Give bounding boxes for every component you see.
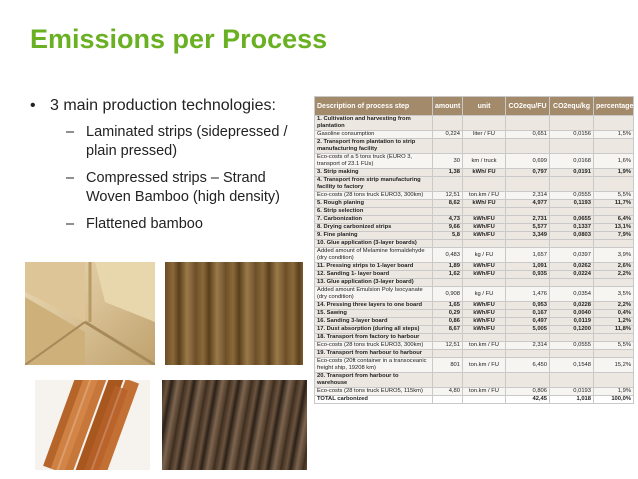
table-cell: 0,0555	[550, 342, 594, 350]
table-cell: 9. Fine planing	[315, 232, 433, 240]
table-cell	[550, 116, 594, 131]
table-cell: 0,29	[433, 310, 463, 318]
table-cell	[506, 208, 550, 216]
table-row	[315, 224, 634, 232]
table-cell: Added amount Emulsion Poly Isocyanate (dry condition)	[315, 287, 433, 302]
table-cell	[433, 240, 463, 248]
table-cell: 0,167	[506, 310, 550, 318]
col-header: amount	[433, 97, 463, 116]
table-cell: 5,5%	[594, 342, 634, 350]
table-cell: Eco-costs (28 tons truck EURO3, 300km)	[315, 342, 433, 350]
table-cell: 0,0168	[550, 154, 594, 169]
table-cell	[433, 350, 463, 358]
page-title: Emissions per Process	[30, 24, 328, 54]
table-cell	[433, 279, 463, 287]
table-cell: 0,497	[506, 318, 550, 326]
table-cell	[550, 208, 594, 216]
table-cell: 0,4%	[594, 310, 634, 318]
table-cell: 0,0119	[550, 318, 594, 326]
table-cell: 14. Pressing three layers to one board	[315, 302, 433, 310]
table-cell	[463, 396, 506, 404]
table-cell: 1,9%	[594, 388, 634, 396]
table-cell	[594, 240, 634, 248]
table-cell: 0,0555	[550, 192, 594, 200]
table-cell	[506, 279, 550, 287]
table-cell: kWh/ FU	[463, 200, 506, 208]
table-cell: 2,314	[506, 192, 550, 200]
table-cell	[463, 116, 506, 131]
table-cell: 2,2%	[594, 302, 634, 310]
bamboo-sticks-photo	[35, 380, 150, 470]
table-cell: 0,0655	[550, 216, 594, 224]
table-cell	[594, 116, 634, 131]
table-cell: 0,0040	[550, 310, 594, 318]
table-cell: 0,0156	[550, 131, 594, 139]
table-cell	[463, 334, 506, 342]
table-cell: 0,0224	[550, 271, 594, 279]
decking-boards-photo	[162, 380, 307, 470]
table-cell: 0,1193	[550, 200, 594, 208]
table-cell: 42,45	[506, 396, 550, 404]
table-row	[315, 302, 634, 310]
table-cell: 0,86	[433, 318, 463, 326]
table-cell: Eco-costs (28 tons truck EURO5, 115km)	[315, 388, 433, 396]
table-cell: 15. Sawing	[315, 310, 433, 318]
bullet-list	[30, 97, 310, 234]
table-cell	[594, 334, 634, 342]
table-cell: 30	[433, 154, 463, 169]
table-row	[315, 287, 634, 302]
table-cell	[433, 396, 463, 404]
table-cell: kWh/FU	[463, 232, 506, 240]
table-cell: 5,8	[433, 232, 463, 240]
table-cell: 100,0%	[594, 396, 634, 404]
sub-bullet: – Compressed strips – Strand Woven Bamboo (high density)	[66, 169, 310, 207]
table-row	[315, 396, 634, 404]
table-cell: 5,005	[506, 326, 550, 334]
table-cell: kWh/FU	[463, 263, 506, 271]
table-cell: 5. Rough planing	[315, 200, 433, 208]
sub-bullet: – Flattened bamboo	[66, 216, 203, 232]
table-cell: 0,699	[506, 154, 550, 169]
table-cell: kWh/FU	[463, 302, 506, 310]
table-cell: 2. Transport from plantation to strip manufacturing facility	[315, 139, 433, 154]
table-cell: 4. Transport from strip manufacturing facility to factory	[315, 177, 433, 192]
table-cell	[433, 208, 463, 216]
table-cell: kg / FU	[463, 287, 506, 302]
table-cell	[594, 139, 634, 154]
table-cell: ton.km / FU	[463, 358, 506, 373]
table-cell: kWh/FU	[463, 271, 506, 279]
table-row	[315, 334, 634, 342]
table-cell: 1. Cultivation and harvesting from plantation	[315, 116, 433, 131]
table-cell: 0,0397	[550, 248, 594, 263]
table-cell: 3,9%	[594, 248, 634, 263]
table-row	[315, 388, 634, 396]
table-cell: 3,5%	[594, 287, 634, 302]
table-cell: 1,2%	[594, 318, 634, 326]
table-cell: kWh/FU	[463, 326, 506, 334]
table-cell: 13. Glue application (3-layer board)	[315, 279, 433, 287]
table-cell: 12,51	[433, 342, 463, 350]
table-cell: 6,4%	[594, 216, 634, 224]
table-cell: 0,0803	[550, 232, 594, 240]
table-cell	[433, 139, 463, 154]
table-cell: 5,5%	[594, 192, 634, 200]
table-cell	[463, 279, 506, 287]
table-cell: 6,450	[506, 358, 550, 373]
table-cell: 1,65	[433, 302, 463, 310]
table-cell: 2,2%	[594, 271, 634, 279]
table-cell: 0,908	[433, 287, 463, 302]
table-row	[315, 263, 634, 271]
sub-bullet-text: Laminated strips (sidepressed / plain pressed)	[86, 124, 288, 159]
table-cell: 1,018	[550, 396, 594, 404]
table-cell: 0,0228	[550, 302, 594, 310]
table-cell	[594, 279, 634, 287]
table-cell: 8,62	[433, 200, 463, 208]
table-cell: 0,806	[506, 388, 550, 396]
table-cell	[506, 116, 550, 131]
table-row	[315, 350, 634, 358]
table-cell: ton.km / FU	[463, 342, 506, 350]
table-cell: ton.km / FU	[463, 388, 506, 396]
table-cell: 0,651	[506, 131, 550, 139]
table-cell: 11,7%	[594, 200, 634, 208]
laminated-bamboo-photo	[25, 262, 155, 365]
table-cell	[463, 177, 506, 192]
table-cell: 8. Drying carbonized strips	[315, 224, 433, 232]
table-cell: 0,1200	[550, 326, 594, 334]
table-row	[315, 248, 634, 263]
strand-woven-bamboo-photo	[165, 262, 303, 365]
table-cell: kWh/FU	[463, 216, 506, 224]
table-cell: Gasoline consumption	[315, 131, 433, 139]
table-cell	[594, 373, 634, 388]
table-cell	[594, 208, 634, 216]
table-cell: 13,1%	[594, 224, 634, 232]
table-cell	[594, 177, 634, 192]
table-cell: 5,577	[506, 224, 550, 232]
table-cell: 7,9%	[594, 232, 634, 240]
table-cell: kWh/FU	[463, 310, 506, 318]
table-cell	[506, 334, 550, 342]
table-cell: 1,5%	[594, 131, 634, 139]
table-cell	[550, 373, 594, 388]
table-cell: 0,1548	[550, 358, 594, 373]
table-cell: TOTAL carbonized	[315, 396, 433, 404]
main-bullet	[30, 97, 310, 115]
table-cell: 7. Carbonization	[315, 216, 433, 224]
table-cell: 801	[433, 358, 463, 373]
table-cell	[506, 177, 550, 192]
table-cell: 1,9%	[594, 169, 634, 177]
table-cell	[433, 116, 463, 131]
table-cell: 11,8%	[594, 326, 634, 334]
table-cell: kWh/FU	[463, 224, 506, 232]
table-cell	[550, 177, 594, 192]
table-cell	[463, 139, 506, 154]
table-row	[315, 279, 634, 287]
table-cell: 19. Transport from harbour to harbour	[315, 350, 433, 358]
table-cell: 3. Strip making	[315, 169, 433, 177]
table-cell: 12. Sanding 1- layer board	[315, 271, 433, 279]
table-row	[315, 342, 634, 350]
table-row	[315, 318, 634, 326]
table-cell: 12,51	[433, 192, 463, 200]
table-cell: Eco-costs (20ft container in a transoceanic freight ship, 19208 km)	[315, 358, 433, 373]
table-cell: Eco-costs of a 5 tons truck (EURO 3, transport of 23.1 FUs)	[315, 154, 433, 169]
table-cell	[506, 373, 550, 388]
table-row	[315, 240, 634, 248]
table-cell: 1,62	[433, 271, 463, 279]
table-cell: 20. Transport from harbour to warehouse	[315, 373, 433, 388]
table-cell: 16. Sanding 3-layer board	[315, 318, 433, 326]
table-cell	[463, 240, 506, 248]
table-cell: 9,66	[433, 224, 463, 232]
sub-bullet-text: Compressed strips – Strand Woven Bamboo (high density)	[86, 170, 280, 205]
table-cell: 18. Transport from factory to harbour	[315, 334, 433, 342]
table-header-row	[315, 97, 634, 116]
table-cell	[463, 350, 506, 358]
table-cell	[550, 279, 594, 287]
table-cell: 11. Pressing strips to 1-layer board	[315, 263, 433, 271]
table-cell: 0,0262	[550, 263, 594, 271]
table-cell	[594, 350, 634, 358]
table-cell: kWh/FU	[463, 318, 506, 326]
sub-bullet-text: Flattened bamboo	[86, 216, 203, 232]
table-cell: 0,1337	[550, 224, 594, 232]
table-row	[315, 169, 634, 177]
table-cell: 0,935	[506, 271, 550, 279]
table-cell: 1,476	[506, 287, 550, 302]
table-cell: 2,6%	[594, 263, 634, 271]
emissions-table	[314, 96, 634, 404]
table-cell	[433, 334, 463, 342]
table-row	[315, 139, 634, 154]
bullet-dot: •	[30, 97, 36, 114]
table-row	[315, 373, 634, 388]
table-row	[315, 200, 634, 208]
table-cell: 0,0191	[550, 169, 594, 177]
table-cell: 8,67	[433, 326, 463, 334]
table-cell	[550, 240, 594, 248]
table-cell: 4,73	[433, 216, 463, 224]
table-cell: 1,091	[506, 263, 550, 271]
table-cell: 1,657	[506, 248, 550, 263]
table-cell: 1,6%	[594, 154, 634, 169]
table-cell: kWh/ FU	[463, 169, 506, 177]
main-bullet-text: 3 main production technologies:	[50, 97, 276, 114]
table-cell: Eco-costs (28 tons truck EURO3, 300km)	[315, 192, 433, 200]
table-cell: 0,0193	[550, 388, 594, 396]
col-header: CO2equ/kg	[550, 97, 594, 116]
table-cell: 6. Strip selection	[315, 208, 433, 216]
table-cell	[550, 139, 594, 154]
table-row	[315, 358, 634, 373]
table-row	[315, 177, 634, 192]
table-cell: km / truck	[463, 154, 506, 169]
table-cell: 0,483	[433, 248, 463, 263]
table-row	[315, 326, 634, 334]
table-cell: 15,2%	[594, 358, 634, 373]
table-cell: 0,0354	[550, 287, 594, 302]
table-cell	[433, 177, 463, 192]
table-cell: 2,314	[506, 342, 550, 350]
table-cell: 3,349	[506, 232, 550, 240]
col-header: unit	[463, 97, 506, 116]
table-row	[315, 154, 634, 169]
table-row	[315, 192, 634, 200]
table-cell: 17. Dust absorption (during all steps)	[315, 326, 433, 334]
table-cell	[506, 139, 550, 154]
table-cell	[463, 373, 506, 388]
table-cell: Added amount of Melamine formaldehyde (dry condition)	[315, 248, 433, 263]
table-cell: ton.km / FU	[463, 192, 506, 200]
table-cell: 4,80	[433, 388, 463, 396]
col-header: Description of process step	[315, 97, 433, 116]
table-cell: 2,731	[506, 216, 550, 224]
table-row	[315, 131, 634, 139]
table-cell	[550, 350, 594, 358]
table-row	[315, 310, 634, 318]
table-row	[315, 271, 634, 279]
table-cell	[463, 208, 506, 216]
table-cell	[506, 240, 550, 248]
sub-bullet: – Laminated strips (sidepressed / plain pressed)	[66, 123, 310, 161]
table-row	[315, 232, 634, 240]
table-cell: 1,38	[433, 169, 463, 177]
table-cell	[550, 334, 594, 342]
table-row	[315, 216, 634, 224]
table-cell: liter / FU	[463, 131, 506, 139]
table-cell	[506, 350, 550, 358]
table-cell: 4,977	[506, 200, 550, 208]
table-cell: 0,797	[506, 169, 550, 177]
col-header: CO2equ/FU	[506, 97, 550, 116]
table-cell: 0,953	[506, 302, 550, 310]
table-cell	[433, 373, 463, 388]
table-cell: 1,89	[433, 263, 463, 271]
col-header: percentage	[594, 97, 634, 116]
table-cell: 0,224	[433, 131, 463, 139]
table-row	[315, 116, 634, 131]
table-row	[315, 208, 634, 216]
table-cell: 10. Glue application (3-layer boards)	[315, 240, 433, 248]
table-cell: kg / FU	[463, 248, 506, 263]
